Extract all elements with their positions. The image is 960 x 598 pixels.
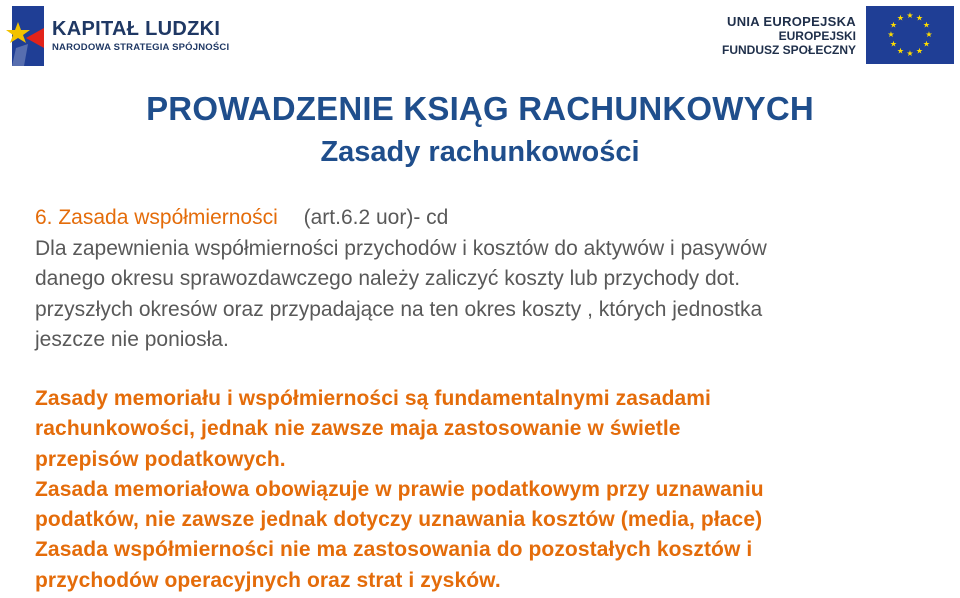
kapital-ludzki-subtitle: NARODOWA STRATEGIA SPÓJNOŚCI bbox=[52, 42, 230, 53]
kapital-ludzki-logo-icon bbox=[6, 4, 46, 68]
header bbox=[0, 0, 960, 72]
note-line: przepisów podatkowych. bbox=[35, 447, 286, 471]
kapital-ludzki-wordmark bbox=[52, 18, 229, 53]
eu-line-2: EUROPEJSKI bbox=[778, 29, 856, 43]
svg-text:★: ★ bbox=[896, 13, 905, 23]
svg-text:★: ★ bbox=[906, 11, 914, 20]
page-subtitle: Zasady rachunkowości bbox=[320, 136, 640, 168]
svg-text:★: ★ bbox=[925, 30, 933, 39]
principle-reference: (art.6.2 uor)- cd bbox=[303, 206, 449, 229]
principle-line: jeszcze nie poniosła. bbox=[35, 328, 229, 351]
principle-line: Dla zapewnienia współmierności przychodów i kosztów do aktywów i pasywów bbox=[35, 236, 767, 260]
svg-text:★: ★ bbox=[922, 39, 931, 49]
eu-wordmark bbox=[722, 14, 856, 57]
note-line: przychodów operacyjnych oraz strat i zysków. bbox=[35, 568, 501, 592]
principle-line: przyszłych okresów oraz przypadające na ten okres koszty , których jednostka bbox=[35, 297, 763, 321]
note-line: podatków, nie zawsze jednak dotyczy uznawania kosztów (media, płace) bbox=[35, 508, 763, 532]
svg-text:★: ★ bbox=[915, 13, 924, 23]
svg-text:★: ★ bbox=[915, 46, 924, 56]
principle-heading-line bbox=[35, 203, 935, 234]
principle-line: danego okresu sprawozdawczego należy zaliczyć koszty lub przychody dot. bbox=[35, 267, 741, 290]
note-line: rachunkowości, jednak nie zawsze maja zastosowanie w świetle bbox=[35, 417, 681, 441]
note-line: Zasada memoriałowa obowiązuje w prawie podatkowym przy uznawaniu bbox=[35, 477, 764, 501]
note-line: Zasada współmierności nie ma zastosowania do pozostałych kosztów i bbox=[35, 538, 753, 562]
svg-text:★: ★ bbox=[889, 39, 898, 49]
svg-text:★: ★ bbox=[922, 20, 931, 30]
svg-text:★: ★ bbox=[896, 46, 905, 56]
page-title: PROWADZENIE KSIĄG RACHUNKOWYCH bbox=[146, 90, 814, 127]
principle-heading: 6. Zasada współmierności bbox=[35, 206, 278, 229]
svg-text:★: ★ bbox=[887, 30, 895, 39]
principle-section bbox=[35, 203, 935, 356]
svg-text:★: ★ bbox=[906, 49, 914, 58]
eu-line-3: FUNDUSZ SPOŁECZNY bbox=[721, 43, 856, 57]
eu-line-1: UNIA EUROPEJSKA bbox=[727, 14, 856, 29]
kapital-ludzki-title: KAPITAŁ LUDZKI bbox=[52, 18, 221, 40]
svg-text:★: ★ bbox=[889, 20, 898, 30]
notes-section bbox=[35, 384, 935, 596]
eu-flag-icon bbox=[866, 6, 954, 64]
note-line: Zasady memoriału i współmierności są fundamentalnymi zasadami bbox=[35, 387, 711, 410]
